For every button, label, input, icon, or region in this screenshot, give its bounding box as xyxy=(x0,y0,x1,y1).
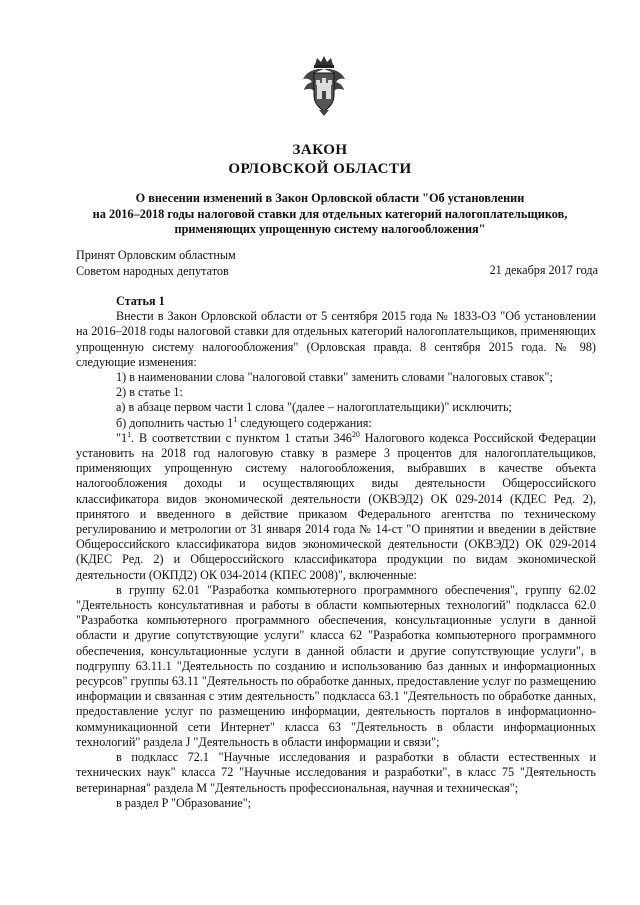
paragraph: 2) в статье 1: xyxy=(116,385,183,400)
law-subtitle: О внесении изменений в Закон Орловской области "Об установлении на 2016–2018 годы налоговой ставки для отдельных категорий налогоплательщиков, применяющих упрощенную систему налогообложения" xyxy=(92,191,568,236)
paragraph: 1) в наименовании слова "налоговой ставки" заменить словами "налоговых ставок"; xyxy=(116,370,553,385)
paragraph: Внести в Закон Орловской области от 5 сентября 2015 года № 1833-ОЗ "Об установлении на 2016–2018 годы налоговой ставки для отдельных категорий налогоплательщиков, применяющих упрощенную систему налогообложения" (Орловская правда. 8 сентября 2015 года. № 98) следующие изменения: xyxy=(76,309,596,369)
law-title: ЗАКОН xyxy=(292,142,348,158)
paragraph: а) в абзаце первом части 1 слова "(далее – налогоплательщики)" исключить; xyxy=(116,400,512,415)
adoption-block: Принят Орловским областным Советом народных депутатов xyxy=(76,248,236,278)
paragraph: в подкласс 72.1 "Научные исследования и разработки в области естественных и технических наук" класса 72 "Научные исследования и разработки", в класс 75 "Деятельность ветеринарная" раздела M "Деятельность профессиональная, научная и техническая"; xyxy=(76,750,596,795)
paragraph: б) дополнить частью $1^1$ следующего содержания: xyxy=(116,414,372,430)
paragraph: "$1^1$. В соответствии с пунктом 1 статьи $346^{20}$ Налогового кодекса Российской Федерации установить на 2018 год налоговую ставку в размере 3 процентов для налогоплательщиков, применяющих упрощенную систему налогообложения, выбравших в качестве объекта налогообложения доходы и осуществляющих виды деятельности Общероссийского классификатора видов экономической деятельности (ОКВЭД2) ОК 029-2014 (КДЕС Ред. 2), принятого и введенного в действие приказом Федерального агентства по техническому регулированию и метрологии от 31 января 2014 года № 14-ст "О принятии и введении в действие Общероссийского классификатора видов экономической деятельности (ОКВЭД2) ОК 029-2014 (КДЕС Ред. 2) и Общероссийского классификатора продукции по видам экономической деятельности (ОКПД2) ОК 034-2014 (КПЕС 2008)", включенные: xyxy=(76,429,596,582)
adoption-date: 21 декабря 2017 года xyxy=(489,263,598,277)
coat-of-arms-icon xyxy=(301,55,347,117)
law-body xyxy=(76,294,596,811)
paragraph: в группу 62.01 "Разработка компьютерного программного обеспечения", группу 62.02 "Деятельность консультативная и работы в области компьютерных технологий" подкласса 62.0 "Разработка компьютерного программного обеспечения, консультационные услуги в данной области и другие сопутствующие услуги" класса 62 "Разработка компьютерного программного обеспечения, консультационные услуги в данной области и другие сопутствующие услуги", в подгруппу 63.11.1 "Деятельность по созданию и использованию баз данных и информационных ресурсов" группы 63.11 "Деятельность по обработке данных, предоставление услуг по размещению информации и связанная с этим деятельность" подкласса 63.1 "Деятельность по обработке данных, предоставление услуг по размещению информации, деятельность порталов в информационно-коммуникационной сети Интернет" класса 63 "Деятельность в области информационных технологий" раздела J "Деятельность в области информации и связи"; xyxy=(76,582,596,749)
paragraph: в раздел P "Образование"; xyxy=(116,795,252,810)
law-region: ОРЛОВСКОЙ ОБЛАСТИ xyxy=(228,161,412,177)
article-heading: Статья 1 xyxy=(116,294,165,308)
